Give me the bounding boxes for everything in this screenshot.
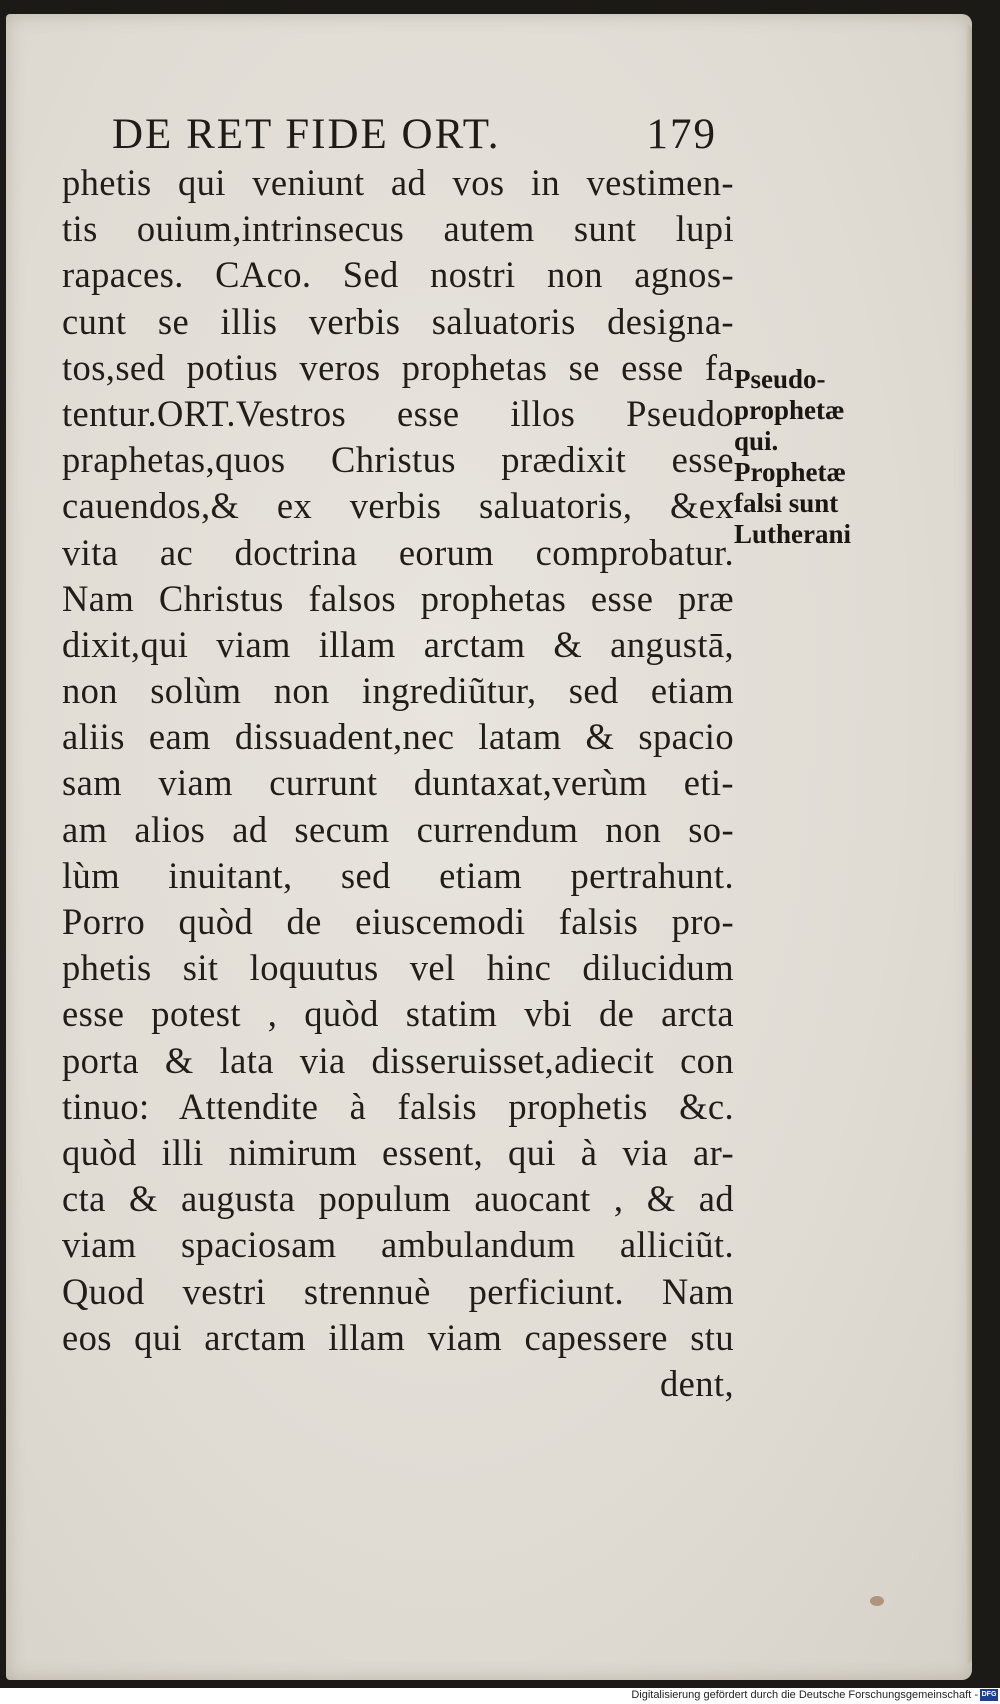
text-line: aliis eam dissuadent,nec latam & spacio (62, 716, 734, 758)
text-line: phetis qui veniunt ad vos in vestimen- (62, 162, 734, 203)
text-line: Quod vestri strennuè perficiunt. Nam (62, 1270, 734, 1312)
text-line: esse potest , quòd statim vbi de arcta (62, 993, 734, 1035)
margin-note: Lutherani (734, 519, 852, 549)
text-line: quòd illi nimirum essent, qui à via ar- (62, 1131, 734, 1173)
margin-note: prophetæ (734, 395, 845, 425)
text-line: vita ac doctrina eorum comprobatur. (62, 531, 734, 573)
text-line: Porro quòd de eiuscemodi falsis pro- (62, 901, 734, 942)
text-line: Nam Christus falsos prophetas esse præ (62, 577, 734, 619)
text-line: rapaces. CAco. Sed nostri non agnos- (62, 254, 734, 296)
margin-note: Prophetæ (734, 457, 846, 487)
text-line: porta & lata via disseruisset,adiecit con (62, 1039, 734, 1081)
text-line: dixit,qui viam illam arctam & angustā, (62, 623, 734, 665)
running-head-title: DE RET FIDE ORT. (112, 111, 501, 158)
margin-notes (734, 364, 894, 550)
text-line: sam viam currunt duntaxat,verùm eti- (62, 762, 734, 804)
text-line: cta & augusta populum auocant , & ad (62, 1178, 734, 1220)
footer-credit: Digitalisierung gefördert durch die Deutsche Forschungsgemeinschaft - (631, 1689, 978, 1701)
text-line: praphetas,quos Christus prædixit esse (62, 439, 734, 481)
page-number: 179 (646, 111, 717, 158)
text-line: tentur.ORT.Vestros esse illos Pseudo (62, 392, 734, 434)
text-line: cauendos,& ex verbis saluatoris, &ex (62, 485, 734, 527)
footer (0, 1688, 1000, 1704)
text-line: viam spaciosam ambulandum alliciũt. (62, 1224, 734, 1266)
catchword-line: dent, (660, 1362, 734, 1404)
text-line: eos qui arctam illam viam capessere stu (62, 1316, 734, 1358)
text-line: tis ouium,intrinsecus autem sunt lupi (62, 208, 734, 250)
ink-stain (870, 1596, 884, 1606)
margin-note: falsi sunt (734, 488, 839, 518)
dfg-logo-icon: DFG (980, 1689, 998, 1701)
text-line: tos,sed potius veros prophetas se esse fa (62, 346, 734, 388)
text-line: cunt se illis verbis saluatoris designa- (62, 300, 734, 342)
margin-note: Pseudo- (734, 364, 826, 394)
text-line: non solùm non ingrediũtur, sed etiam (62, 670, 734, 712)
text-line: tinuo: Attendite à falsis prophetis &c. (62, 1085, 734, 1127)
text-line: am alios ad secum currendum non so- (62, 808, 734, 850)
page-edge (966, 24, 972, 1664)
text-line: lùm inuitant, sed etiam pertrahunt. (62, 854, 734, 896)
margin-note: qui. (734, 426, 779, 456)
body-text (62, 160, 734, 1407)
text-line: phetis sit loquutus vel hinc dilucidum (62, 947, 734, 989)
